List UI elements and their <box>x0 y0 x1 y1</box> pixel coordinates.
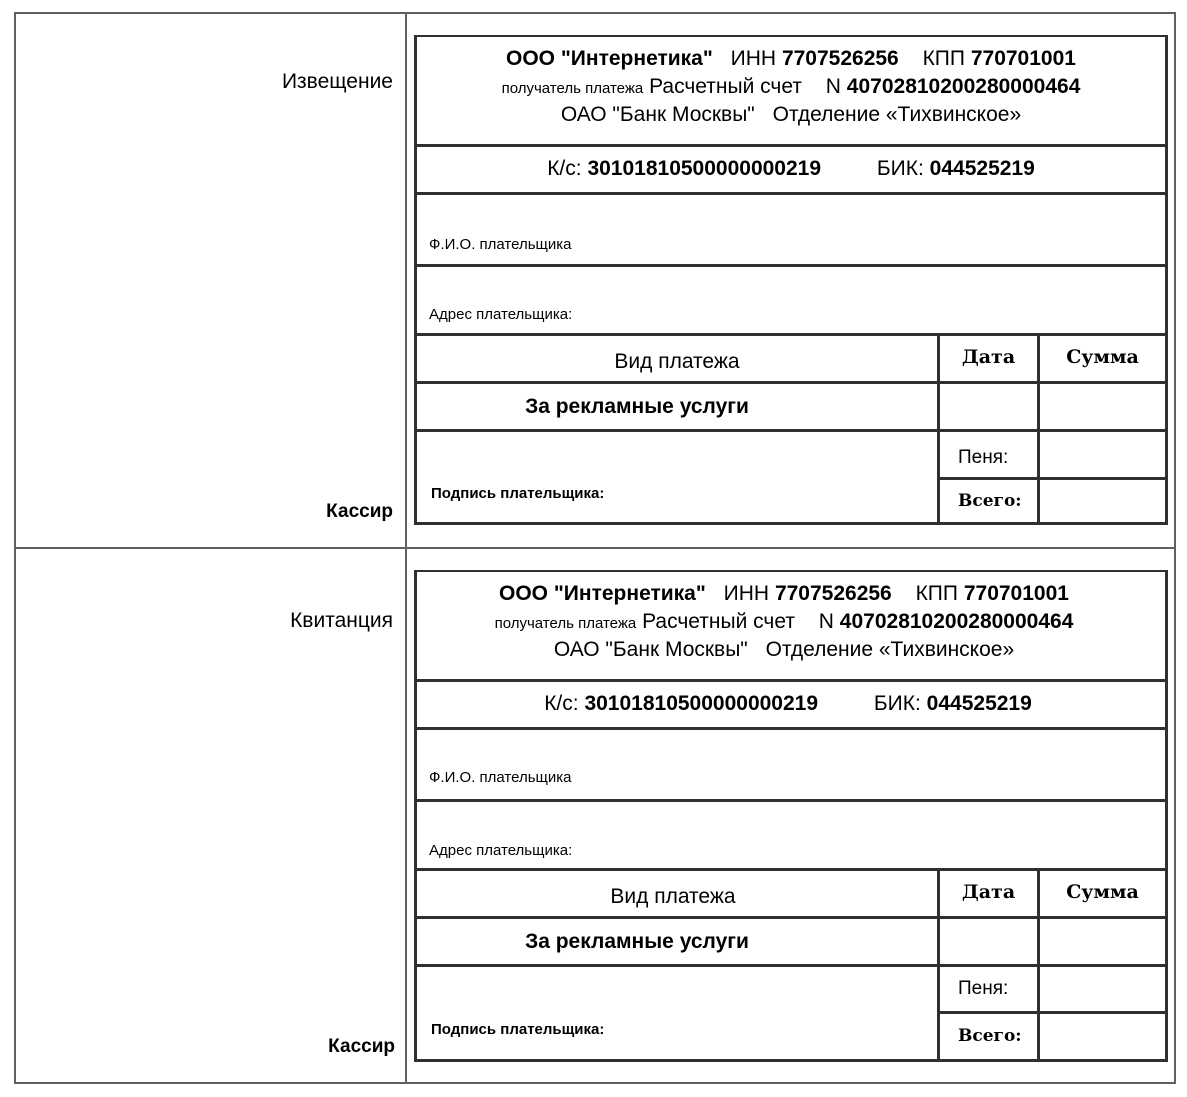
notice-penalty-label: Пеня: <box>958 447 1009 468</box>
notice-account-no-label: N <box>825 75 841 98</box>
notice-labels-divider <box>940 477 1037 480</box>
receipt-payer-name-row[interactable] <box>417 727 1165 799</box>
notice-ks-label: К/с: <box>547 157 582 180</box>
notice-bik: 044525219 <box>929 157 1035 180</box>
receipt-bank-line <box>403 638 1165 662</box>
receipt-ks-label: К/с: <box>544 692 579 715</box>
receipt-payer-name-label: Ф.И.О. плательщика <box>429 769 572 786</box>
notice-sum-header-cell <box>1037 336 1165 381</box>
notice-branch: Отделение «Тихвинское» <box>772 103 1022 126</box>
receipt-bik-label: БИК: <box>873 692 921 715</box>
notice-payment-type-header: Вид платежа <box>614 350 740 373</box>
receipt-service-sum-cell[interactable] <box>1037 919 1165 964</box>
receipt-labels-divider <box>940 1011 1037 1014</box>
notice-kpp-label: КПП <box>922 47 965 70</box>
notice-bank-details <box>417 157 1165 181</box>
receipt-service: За рекламные услуги <box>525 930 749 953</box>
notice-sum-header: Сумма <box>1066 346 1139 368</box>
notice-recipient-block <box>417 37 1165 144</box>
notice-recipient-label: получатель платежа <box>501 80 644 97</box>
notice-form <box>414 35 1168 525</box>
receipt-date-header-cell <box>937 871 1037 916</box>
receipt-bank-details <box>411 692 1165 716</box>
receipt-account-no-label: N <box>818 610 834 633</box>
receipt-labels-cell <box>937 967 1037 1061</box>
receipt-org-name: ООО "Интернетика" <box>499 582 706 605</box>
receipt-total-label: Всего: <box>958 1026 1022 1046</box>
receipt-account-label: Расчетный счет <box>642 610 795 633</box>
notice-service-sum-cell[interactable] <box>1037 384 1165 429</box>
receipt-table-header-row <box>417 868 1165 916</box>
receipt-inn-label: ИНН <box>723 582 770 605</box>
notice-section <box>14 12 1176 549</box>
receipt-ks: 30101810500000000219 <box>584 692 819 715</box>
notice-payer-address-row[interactable] <box>417 264 1165 333</box>
receipt-bank: ОАО "Банк Москвы" <box>553 638 748 661</box>
notice-service-row <box>417 381 1165 429</box>
receipt-branch: Отделение «Тихвинское» <box>765 638 1015 661</box>
receipt-signature-label: Подпись плательщика: <box>431 1021 605 1038</box>
notice-bank-line <box>417 103 1165 127</box>
receipt-date-header: Дата <box>961 881 1016 903</box>
notice-kpp: 770701001 <box>970 47 1076 70</box>
receipt-bik: 044525219 <box>926 692 1032 715</box>
receipt-payment-type-header: Вид платежа <box>610 885 736 908</box>
notice-inn-label: ИНН <box>730 47 777 70</box>
notice-org-name: ООО "Интернетика" <box>506 47 713 70</box>
receipt-org-line <box>403 582 1165 606</box>
receipt-bank-details-row <box>417 679 1165 727</box>
receipt-payer-address-row[interactable] <box>417 799 1165 868</box>
receipt-inn: 7707526256 <box>774 582 892 605</box>
notice-side-column <box>16 14 407 547</box>
receipt-cashier-label: Кассир <box>328 1036 395 1057</box>
notice-service: За рекламные услуги <box>525 395 749 418</box>
notice-account-line <box>417 75 1165 99</box>
receipt-penalty-label: Пеня: <box>958 978 1009 999</box>
notice-ks: 30101810500000000219 <box>587 157 822 180</box>
notice-payer-name-label: Ф.И.О. плательщика <box>429 236 572 253</box>
receipt-payer-address-label: Адрес плательщика: <box>429 842 573 859</box>
notice-cashier-label: Кассир <box>326 501 393 522</box>
notice-org-line <box>417 47 1165 71</box>
notice-labels-cell <box>937 432 1037 524</box>
receipt-service-row <box>417 916 1165 964</box>
receipt-title: Квитанция <box>290 609 393 632</box>
notice-amounts-cell[interactable] <box>1037 432 1165 524</box>
notice-payer-address-label: Адрес плательщика: <box>429 306 573 323</box>
notice-total-label: Всего: <box>958 491 1022 511</box>
notice-date-header: Дата <box>961 346 1016 368</box>
notice-title: Извещение <box>281 70 393 93</box>
notice-bank-details-row <box>417 144 1165 192</box>
receipt-amounts-cell[interactable] <box>1037 967 1165 1061</box>
receipt-kpp: 770701001 <box>963 582 1069 605</box>
notice-service-date-cell[interactable] <box>937 384 1037 429</box>
notice-account: 40702810200280000464 <box>846 75 1081 98</box>
receipt-recipient-label: получатель платежа <box>494 615 637 632</box>
receipt-amounts-divider <box>1040 1011 1165 1014</box>
notice-table-header-row <box>417 333 1165 381</box>
notice-date-header-cell <box>937 336 1037 381</box>
notice-account-label: Расчетный счет <box>649 75 802 98</box>
notice-inn: 7707526256 <box>781 47 899 70</box>
receipt-sum-header-cell <box>1037 871 1165 916</box>
receipt-side-column <box>16 549 407 1082</box>
receipt-sum-header: Сумма <box>1066 881 1139 903</box>
notice-bik-label: БИК: <box>876 157 924 180</box>
receipt-signature-row <box>417 964 1165 1061</box>
receipt-account-line <box>403 610 1165 634</box>
receipt-service-date-cell[interactable] <box>937 919 1037 964</box>
notice-signature-row <box>417 429 1165 524</box>
notice-payer-name-row[interactable] <box>417 192 1165 264</box>
notice-bank: ОАО "Банк Москвы" <box>560 103 755 126</box>
receipt-kpp-label: КПП <box>915 582 958 605</box>
receipt-recipient-block <box>417 572 1165 679</box>
notice-amounts-divider <box>1040 477 1165 480</box>
receipt-form <box>414 570 1168 1062</box>
receipt-account: 40702810200280000464 <box>839 610 1074 633</box>
notice-signature-label: Подпись плательщика: <box>431 485 605 502</box>
receipt-section <box>14 547 1176 1084</box>
